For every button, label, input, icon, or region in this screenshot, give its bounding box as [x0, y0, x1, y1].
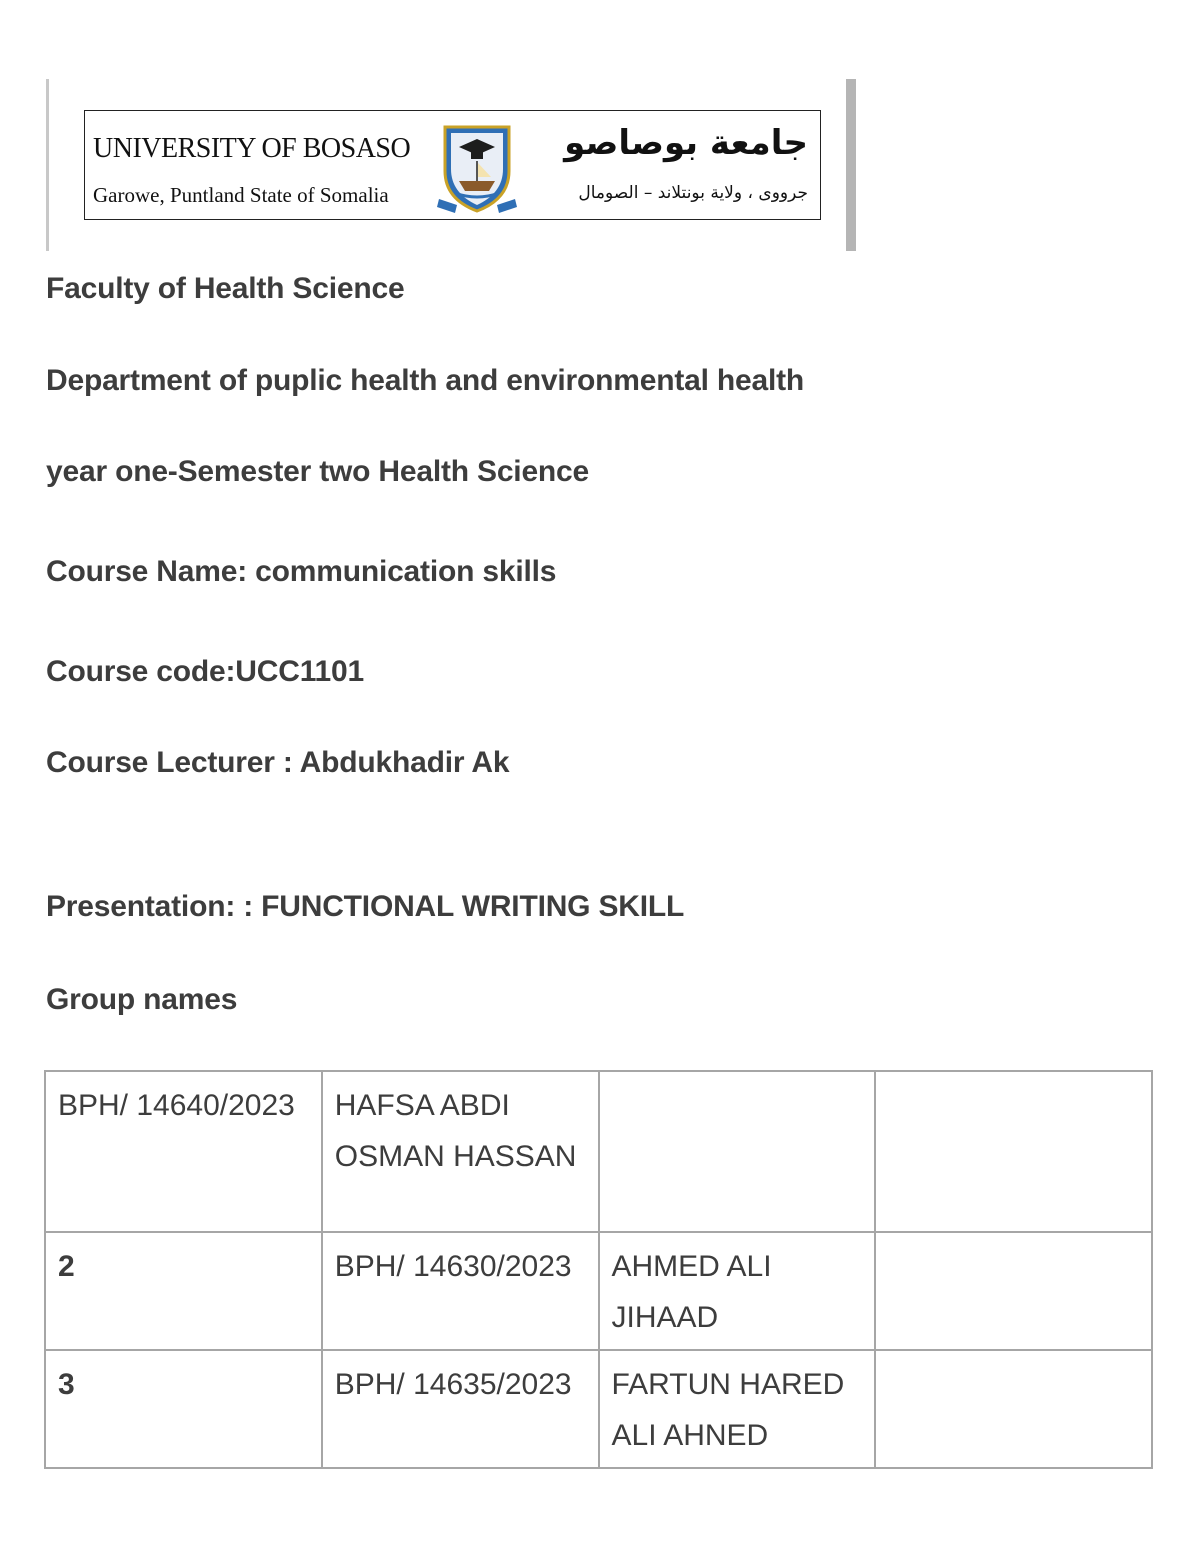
university-logo-icon — [435, 121, 519, 215]
university-header — [84, 110, 821, 220]
year-line: year one-Semester two Health Science — [46, 455, 590, 488]
university-name-ar: جامعة بوصاصو — [564, 123, 808, 163]
lecturer-line: Course Lecturer : Abdukhadir Ak — [46, 746, 510, 779]
table-cell — [875, 1232, 1152, 1350]
table-cell — [875, 1350, 1152, 1468]
table-cell — [599, 1071, 876, 1232]
course-code-line: Course code:UCC1101 — [46, 655, 364, 688]
department-line: Department of puplic health and environmental health — [46, 364, 805, 397]
course-name-line: Course Name: communication skills — [46, 555, 557, 588]
university-name-en: UNIVERSITY OF BOSASO — [93, 133, 411, 164]
table-row — [45, 1350, 1152, 1468]
table-row — [45, 1232, 1152, 1350]
table-cell-number: 2 — [45, 1232, 322, 1350]
table-cell: BPH/ 14640/2023 — [45, 1071, 322, 1232]
university-location-ar: جرووى ، ولاية بونتلاند – الصومال — [578, 183, 808, 203]
table-cell: BPH/ 14630/2023 — [322, 1232, 599, 1350]
table-cell: FARTUN HARED ALI AHNED — [599, 1350, 876, 1468]
table-cell — [875, 1071, 1152, 1232]
presentation-line: Presentation: : FUNCTIONAL WRITING SKILL — [46, 890, 685, 923]
table-row — [45, 1071, 1152, 1232]
group-members-table — [44, 1070, 1153, 1469]
faculty-line: Faculty of Health Science — [46, 272, 405, 305]
table-cell: BPH/ 14635/2023 — [322, 1350, 599, 1468]
group-names-heading: Group names — [46, 983, 238, 1016]
table-cell: HAFSA ABDI OSMAN HASSAN — [322, 1071, 599, 1232]
table-cell-number: 3 — [45, 1350, 322, 1468]
table-cell: AHMED ALI JIHAAD — [599, 1232, 876, 1350]
university-location-en: Garowe, Puntland State of Somalia — [93, 183, 389, 207]
